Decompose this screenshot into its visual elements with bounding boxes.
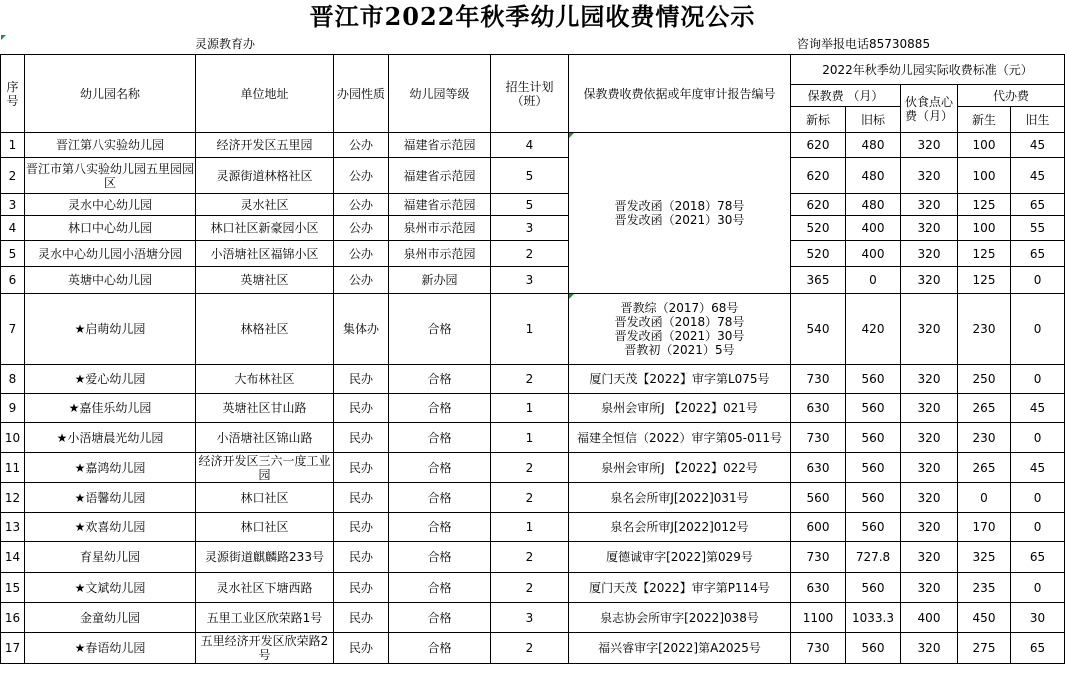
cell-address: 五里工业区欣荣路1号 <box>196 603 334 633</box>
cell-tuition-old: 420 <box>846 294 901 365</box>
cell-nature: 公办 <box>334 133 389 158</box>
page-title: 晋江市2022年秋季幼儿园收费情况公示 <box>309 2 756 31</box>
table-row <box>1 453 1065 483</box>
cell-agency-new: 250 <box>958 365 1011 394</box>
cell-seq: 7 <box>1 294 25 365</box>
cell-name: ★启萌幼儿园 <box>25 294 196 365</box>
cell-agency-old: 45 <box>1011 133 1065 158</box>
cell-address: 经济开发区五里园 <box>196 133 334 158</box>
cell-address: 五里经济开发区欣荣路2号 <box>196 633 334 664</box>
header-name: 幼儿园名称 <box>25 55 196 133</box>
header-basis: 保教费收费依据或年度审计报告编号 <box>569 55 791 133</box>
header-meal: 伙食点心费（月） <box>901 85 958 133</box>
cell-grade: 合格 <box>389 542 491 573</box>
cell-seq: 5 <box>1 241 25 267</box>
hotline-label: 咨询举报电话85730885 <box>797 37 931 51</box>
cell-name: 林口中心幼儿园 <box>25 216 196 241</box>
cell-nature: 公办 <box>334 216 389 241</box>
cell-address: 灵源街道林格社区 <box>196 158 334 194</box>
cell-comment-marker <box>569 294 574 299</box>
header-old-standard: 旧标 <box>846 107 901 133</box>
cell-tuition-old: 560 <box>846 513 901 542</box>
cell-nature: 民办 <box>334 453 389 483</box>
cell-agency-old: 55 <box>1011 216 1065 241</box>
table-row <box>1 294 1065 365</box>
cell-tuition-new: 730 <box>791 542 846 573</box>
cell-grade: 合格 <box>389 573 491 603</box>
cell-nature: 公办 <box>334 158 389 194</box>
cell-tuition-old: 560 <box>846 483 901 513</box>
cell-agency-new: 170 <box>958 513 1011 542</box>
cell-nature: 民办 <box>334 633 389 664</box>
cell-tuition-new: 630 <box>791 394 846 423</box>
cell-agency-new: 265 <box>958 453 1011 483</box>
table-row <box>1 483 1065 513</box>
cell-tuition-old: 560 <box>846 573 901 603</box>
cell-tuition-old: 480 <box>846 194 901 216</box>
cell-basis: 泉州会审所J 【2022】021号 <box>569 394 791 423</box>
cell-tuition-new: 620 <box>791 158 846 194</box>
cell-tuition-new: 1100 <box>791 603 846 633</box>
cell-plan: 5 <box>491 158 569 194</box>
cell-agency-old: 0 <box>1011 365 1065 394</box>
cell-tuition-old: 560 <box>846 423 901 453</box>
cell-tuition-old: 400 <box>846 241 901 267</box>
cell-meal: 320 <box>901 194 958 216</box>
cell-seq: 15 <box>1 573 25 603</box>
cell-tuition-new: 540 <box>791 294 846 365</box>
cell-meal: 320 <box>901 513 958 542</box>
cell-nature: 民办 <box>334 365 389 394</box>
cell-basis: 厦门天茂【2022】审字第L075号 <box>569 365 791 394</box>
cell-tuition-old: 0 <box>846 267 901 294</box>
cell-name: 晋江市第八实验幼儿园五里园园区 <box>25 158 196 194</box>
cell-meal: 320 <box>901 453 958 483</box>
cell-plan: 2 <box>491 483 569 513</box>
cell-nature: 民办 <box>334 573 389 603</box>
cell-agency-old: 0 <box>1011 294 1065 365</box>
cell-agency-new: 235 <box>958 573 1011 603</box>
cell-seq: 13 <box>1 513 25 542</box>
cell-address: 小浯塘社区福锦小区 <box>196 241 334 267</box>
cell-name: ★欢喜幼儿园 <box>25 513 196 542</box>
cell-tuition-new: 560 <box>791 483 846 513</box>
table-row <box>1 513 1065 542</box>
cell-name: ★语馨幼儿园 <box>25 483 196 513</box>
cell-seq: 9 <box>1 394 25 423</box>
cell-plan: 4 <box>491 133 569 158</box>
cell-basis: 泉名会所审J[2022]031号 <box>569 483 791 513</box>
cell-tuition-new: 365 <box>791 267 846 294</box>
cell-agency-new: 265 <box>958 394 1011 423</box>
cell-address: 林口社区 <box>196 513 334 542</box>
cell-tuition-new: 630 <box>791 573 846 603</box>
cell-agency-old: 0 <box>1011 423 1065 453</box>
cell-agency-old: 0 <box>1011 267 1065 294</box>
cell-seq: 2 <box>1 158 25 194</box>
cell-agency-old: 45 <box>1011 394 1065 423</box>
cell-plan: 1 <box>491 294 569 365</box>
cell-grade: 合格 <box>389 483 491 513</box>
cell-nature: 民办 <box>334 542 389 573</box>
cell-agency-new: 125 <box>958 267 1011 294</box>
cell-plan: 1 <box>491 423 569 453</box>
cell-nature: 集体办 <box>334 294 389 365</box>
cell-basis: 泉名会所审J[2022]012号 <box>569 513 791 542</box>
cell-address: 林口社区新豪园小区 <box>196 216 334 241</box>
cell-agency-new: 450 <box>958 603 1011 633</box>
table-row <box>1 194 1065 216</box>
cell-tuition-new: 520 <box>791 216 846 241</box>
cell-name: 灵水中心幼儿园 <box>25 194 196 216</box>
cell-tuition-old: 480 <box>846 158 901 194</box>
cell-agency-new: 100 <box>958 158 1011 194</box>
cell-agency-old: 65 <box>1011 542 1065 573</box>
header-seq: 序号 <box>1 55 25 133</box>
cell-plan: 3 <box>491 216 569 241</box>
cell-grade: 新办园 <box>389 267 491 294</box>
header-agency: 代办费 <box>958 85 1065 107</box>
cell-meal: 400 <box>901 603 958 633</box>
cell-name: 育星幼儿园 <box>25 542 196 573</box>
cell-nature: 公办 <box>334 267 389 294</box>
cell-basis: 福建全恒信（2022）审字第05-011号 <box>569 423 791 453</box>
cell-plan: 3 <box>491 603 569 633</box>
cell-grade: 合格 <box>389 365 491 394</box>
cell-meal: 320 <box>901 394 958 423</box>
cell-grade: 合格 <box>389 633 491 664</box>
cell-agency-new: 100 <box>958 133 1011 158</box>
organization-label: 灵源教育办 <box>195 37 256 51</box>
cell-meal: 320 <box>901 423 958 453</box>
table-row <box>1 133 1065 158</box>
cell-address: 林口社区 <box>196 483 334 513</box>
cell-plan: 3 <box>491 267 569 294</box>
cell-tuition-new: 620 <box>791 194 846 216</box>
cell-meal: 320 <box>901 633 958 664</box>
cell-nature: 公办 <box>334 194 389 216</box>
table-row <box>1 394 1065 423</box>
cell-meal: 320 <box>901 158 958 194</box>
header-new-student: 新生 <box>958 107 1011 133</box>
table-row <box>1 241 1065 267</box>
cell-nature: 民办 <box>334 603 389 633</box>
cell-plan: 2 <box>491 542 569 573</box>
cell-tuition-new: 730 <box>791 633 846 664</box>
cell-address: 经济开发区三六一度工业园 <box>196 453 334 483</box>
table-row <box>1 365 1065 394</box>
table-row <box>1 216 1065 241</box>
header-address: 单位地址 <box>196 55 334 133</box>
cell-basis: 泉志协会所审字[2022]038号 <box>569 603 791 633</box>
header-plan: 招生计划（班） <box>491 55 569 133</box>
cell-comment-marker <box>569 133 574 138</box>
cell-meal: 320 <box>901 573 958 603</box>
cell-grade: 福建省示范园 <box>389 158 491 194</box>
cell-name: ★小浯塘晨光幼儿园 <box>25 423 196 453</box>
cell-comment-marker <box>1 35 6 40</box>
cell-tuition-old: 480 <box>846 133 901 158</box>
cell-plan: 2 <box>491 573 569 603</box>
cell-tuition-old: 560 <box>846 365 901 394</box>
cell-grade: 合格 <box>389 394 491 423</box>
cell-plan: 2 <box>491 365 569 394</box>
cell-meal: 320 <box>901 241 958 267</box>
cell-grade: 泉州市示范园 <box>389 216 491 241</box>
cell-grade: 福建省示范园 <box>389 194 491 216</box>
cell-name: 晋江第八实验幼儿园 <box>25 133 196 158</box>
cell-basis: 福兴睿审字[2022]第A2025号 <box>569 633 791 664</box>
cell-agency-old: 0 <box>1011 483 1065 513</box>
header-new-standard: 新标 <box>791 107 846 133</box>
cell-name: 灵水中心幼儿园小浯塘分园 <box>25 241 196 267</box>
cell-plan: 2 <box>491 633 569 664</box>
cell-agency-old: 65 <box>1011 194 1065 216</box>
cell-name: 金童幼儿园 <box>25 603 196 633</box>
cell-plan: 5 <box>491 194 569 216</box>
cell-nature: 民办 <box>334 423 389 453</box>
cell-address: 灵水社区 <box>196 194 334 216</box>
cell-seq: 10 <box>1 423 25 453</box>
cell-grade: 合格 <box>389 294 491 365</box>
cell-address: 灵水社区下塘西路 <box>196 573 334 603</box>
table-row <box>1 158 1065 194</box>
cell-basis-group: 晋教综（2017）68号 晋发改函（2018）78号 晋发改函（2021）30号 晋教初（2021）5号 <box>569 294 791 365</box>
header-nature: 办园性质 <box>334 55 389 133</box>
cell-seq: 17 <box>1 633 25 664</box>
cell-nature: 民办 <box>334 513 389 542</box>
cell-agency-new: 100 <box>958 216 1011 241</box>
cell-address: 英塘社区甘山路 <box>196 394 334 423</box>
cell-name: ★春语幼儿园 <box>25 633 196 664</box>
cell-meal: 320 <box>901 216 958 241</box>
cell-tuition-old: 560 <box>846 453 901 483</box>
cell-agency-old: 45 <box>1011 453 1065 483</box>
cell-name: ★爱心幼儿园 <box>25 365 196 394</box>
cell-grade: 合格 <box>389 603 491 633</box>
cell-basis: 泉州会审所J 【2022】022号 <box>569 453 791 483</box>
cell-meal: 320 <box>901 542 958 573</box>
cell-agency-new: 275 <box>958 633 1011 664</box>
cell-seq: 16 <box>1 603 25 633</box>
cell-plan: 1 <box>491 394 569 423</box>
cell-name: ★嘉佳乐幼儿园 <box>25 394 196 423</box>
cell-meal: 320 <box>901 133 958 158</box>
cell-grade: 合格 <box>389 453 491 483</box>
table-body <box>1 133 1065 664</box>
cell-tuition-old: 1033.3 <box>846 603 901 633</box>
cell-name: 英塘中心幼儿园 <box>25 267 196 294</box>
cell-meal: 320 <box>901 267 958 294</box>
cell-agency-old: 45 <box>1011 158 1065 194</box>
cell-name: ★文斌幼儿园 <box>25 573 196 603</box>
cell-grade: 泉州市示范园 <box>389 241 491 267</box>
cell-agency-new: 0 <box>958 483 1011 513</box>
cell-seq: 6 <box>1 267 25 294</box>
cell-grade: 福建省示范园 <box>389 133 491 158</box>
cell-seq: 1 <box>1 133 25 158</box>
cell-agency-old: 0 <box>1011 573 1065 603</box>
cell-plan: 2 <box>491 241 569 267</box>
cell-agency-new: 125 <box>958 194 1011 216</box>
cell-nature: 公办 <box>334 241 389 267</box>
cell-agency-new: 230 <box>958 423 1011 453</box>
cell-seq: 8 <box>1 365 25 394</box>
cell-meal: 320 <box>901 483 958 513</box>
cell-address: 大布林社区 <box>196 365 334 394</box>
cell-tuition-new: 620 <box>791 133 846 158</box>
cell-tuition-new: 730 <box>791 365 846 394</box>
cell-address: 灵源街道麒麟路233号 <box>196 542 334 573</box>
cell-agency-old: 65 <box>1011 633 1065 664</box>
cell-basis: 厦德诚审字[2022]第029号 <box>569 542 791 573</box>
table-row <box>1 267 1065 294</box>
cell-basis: 厦门天茂【2022】审字第P114号 <box>569 573 791 603</box>
cell-address: 小浯塘社区锦山路 <box>196 423 334 453</box>
cell-nature: 民办 <box>334 394 389 423</box>
cell-seq: 3 <box>1 194 25 216</box>
header-tuition: 保教费 （月） <box>791 85 901 107</box>
cell-grade: 合格 <box>389 423 491 453</box>
table-row <box>1 573 1065 603</box>
table-row <box>1 603 1065 633</box>
header-standard: 2022年秋季幼儿园实际收费标准（元） <box>791 55 1065 85</box>
header-grade: 幼儿园等级 <box>389 55 491 133</box>
cell-address: 英塘社区 <box>196 267 334 294</box>
cell-plan: 1 <box>491 513 569 542</box>
cell-basis-group: 晋发改函（2018）78号 晋发改函（2021）30号 <box>569 133 791 294</box>
cell-agency-new: 125 <box>958 241 1011 267</box>
cell-agency-old: 65 <box>1011 241 1065 267</box>
cell-tuition-old: 560 <box>846 394 901 423</box>
cell-tuition-old: 560 <box>846 633 901 664</box>
cell-nature: 民办 <box>334 483 389 513</box>
cell-seq: 4 <box>1 216 25 241</box>
cell-tuition-new: 600 <box>791 513 846 542</box>
cell-agency-old: 30 <box>1011 603 1065 633</box>
header-old-student: 旧生 <box>1011 107 1065 133</box>
cell-meal: 320 <box>901 294 958 365</box>
cell-name: ★嘉鸿幼儿园 <box>25 453 196 483</box>
cell-tuition-new: 630 <box>791 453 846 483</box>
cell-tuition-new: 520 <box>791 241 846 267</box>
cell-meal: 320 <box>901 365 958 394</box>
table-row <box>1 633 1065 664</box>
table-row <box>1 423 1065 453</box>
cell-plan: 2 <box>491 453 569 483</box>
cell-tuition-new: 730 <box>791 423 846 453</box>
cell-tuition-old: 400 <box>846 216 901 241</box>
cell-address: 林格社区 <box>196 294 334 365</box>
fee-table <box>0 54 1065 664</box>
cell-agency-new: 230 <box>958 294 1011 365</box>
cell-grade: 合格 <box>389 513 491 542</box>
cell-seq: 12 <box>1 483 25 513</box>
cell-agency-old: 0 <box>1011 513 1065 542</box>
cell-tuition-old: 727.8 <box>846 542 901 573</box>
cell-seq: 11 <box>1 453 25 483</box>
cell-seq: 14 <box>1 542 25 573</box>
cell-agency-new: 325 <box>958 542 1011 573</box>
table-row <box>1 542 1065 573</box>
